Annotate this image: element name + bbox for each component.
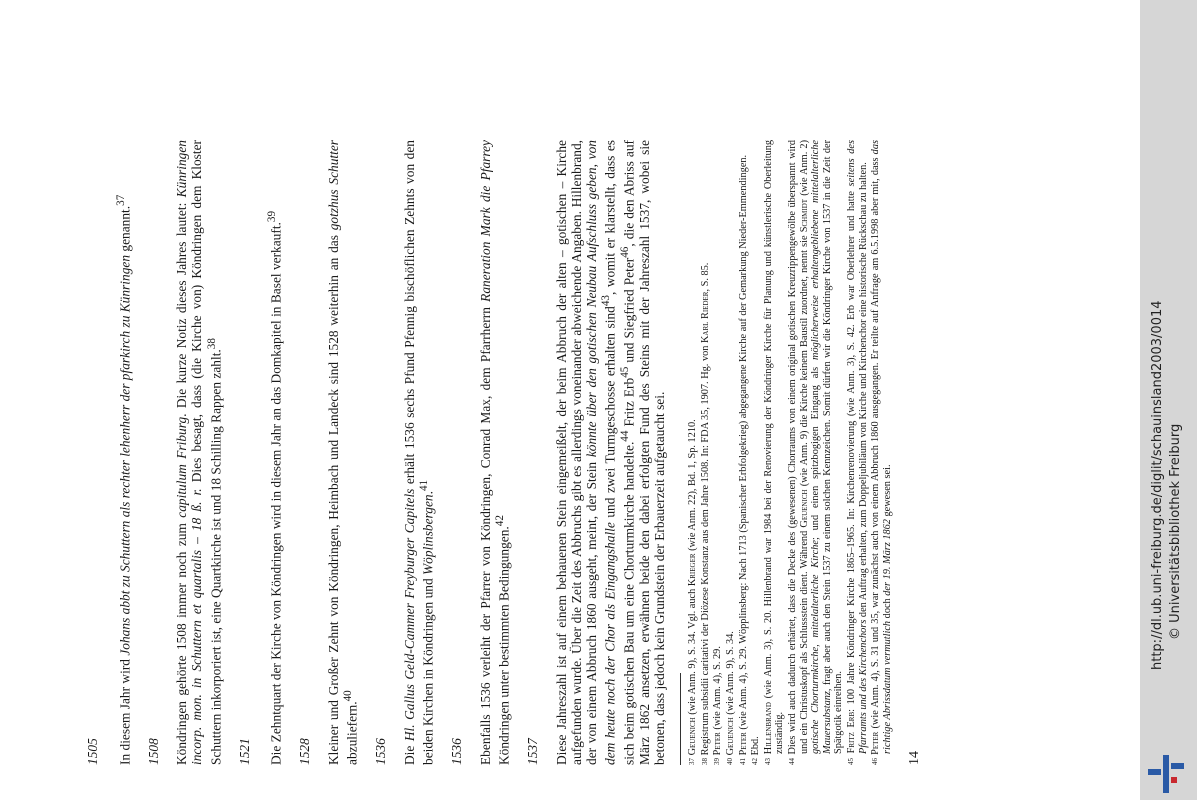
footnote	[712, 140, 724, 765]
footnote-number: 42	[751, 758, 760, 765]
entry-text: Diese Jahreszahl ist auf einem behauenen Stein eingemeißelt, der beim Abbruch der alten – gotischen – Kirche aufgefunden wurde. Über die Zeit des Abbruchs gibt es allerdings voneinander abweichende Angaben. Hillenbrand, der von einem Abbruch 1860 ausgeht, meint, der Stein könnte über den gotischen Neubau Aufschluss geben, von dem heute noch der Chor als Eingangshalle und zwei Turmgeschosse erhalten sind$^{43}$, womit er klarstellt, dass es sich beim gotischen Bau um eine Chorturmkirche handelte.$^{44}$ Fritz Erb$^{45}$ und Siegfried Peter$^{46}$, die den Abriss auf März 1862 ansetzen, erwähnen beide den dabei erfolgten Fund des Steins mit der Jahreszahl 1537, wobei sie betonen, dass jedoch kein Grundstein der Erbauerzeit aufgetaucht sei.	[553, 140, 667, 765]
chronicle-entry	[525, 140, 667, 765]
footnotes	[687, 140, 893, 765]
footnote-number: 41	[738, 758, 747, 765]
footnote-number: 45	[847, 758, 856, 765]
chronicle-entry	[146, 140, 224, 765]
footnote-text: Ebd.	[750, 736, 762, 758]
chronicle-entry	[85, 140, 132, 765]
entry-year: 1521	[236, 738, 252, 765]
footnote-text: Fritz Erb: 100 Jahre Köndringer Kirche 1865–1965. In: Kirchenrenovierung (wie Anm. 3), S. 42. Erb war Oberlehrer und hatte seitens des Pfarramts und des Kirchenchors den Auftrag erhalten, zum Doppeljubiläum von Kirche und Kirchenchor eine historische Rückschau zu halten.	[846, 139, 869, 754]
entry-text: Ebenfalls 1536 verleiht der Pfarrer von Köndringen, Conrad Max, dem Pfarrherrn Raneration Mark die Pfarrey Köndringen unter bestimmten Bedingungen.$^{42}$	[477, 140, 512, 765]
footnote	[763, 140, 786, 765]
footnote	[725, 140, 737, 765]
footnote-number: 46	[871, 758, 880, 765]
entry-year: 1528	[297, 738, 313, 765]
footnote	[750, 140, 762, 765]
sidebar-text	[1140, 0, 1197, 800]
entry-year: 1536	[373, 738, 389, 765]
entry-text: Die Hl. Gallus Geld-Cammer Freyburger Capitels erhält 1536 sechs Pfund Pfennig bischöflichen Zehnts von den beiden Kirchen in Köndringen und Wöplinsbergen.$^{41}$	[401, 140, 436, 765]
footnote-text: Registrum subsidii caritativi der Diözese Konstanz aus dem Jahre 1508. In: FDA 35, 1907. Hg. von Karl Rieder, S. 85.	[699, 262, 711, 758]
entry-text: Kleiner und Großer Zehnt von Köndringen, Heimbach und Landeck sind 1528 weiterhin an das gotzhus Schutter abzuliefern.$^{40}$	[325, 139, 360, 765]
entry-text: In diesem Jahr wird Johans abbt zu Schuttern als rechter lehenherr der pfarkirch zu Künringen genannt.$^{37}$	[114, 194, 133, 765]
entry-text: Köndringen gehörte 1508 immer noch zum capitulum Friburg. Die kurze Notiz dieses Jahres lautet: Künringen incorp. mon. in Schuttern et quartalis – 18 ß. r. Dies besagt, dass (die Kirche von) Köndringen dem Kloster Schuttern inkorporiert ist, eine Quartkirche ist und 18 Schilling Rappen zahlt.$^{38}$	[174, 140, 224, 765]
footnote-text: Peter (wie Anm. 4), S. 29.	[712, 646, 724, 756]
footnote	[700, 140, 712, 765]
footnote-text: Dies wird auch dadurch erhärtet, dass die Decke des (gewesenen) Chorraums von einem original gotischen Kreuzrippengewölbe überspannt wird und ein Christuskopf als Schlussstein dient. Während Geuenich (wie Anm. 9) die Kirche keinem Baustil zuordnet, nennt sie Schmidt (wie Anm. 2) gotische Chorturmkirche, mittelalterliche Kirche; und einen spitzbogigen Eingang als möglicherweise erhaltengebliebene mittelalterliche Mauersubstanz, fragt aber auch den Stein 1537 zu einem solchen Kennzeichen. Somit dürfen wir die Köndringer Kirche von 1537 in die Zeit der Spätgotik einreihen.	[787, 140, 845, 758]
library-logo-icon	[1148, 755, 1186, 793]
text-column	[85, 140, 923, 765]
footnote-number: 44	[788, 758, 797, 765]
footnote	[870, 140, 893, 765]
footnote-text: Geuenich (wie Anm. 9), S. 34. Vgl. auch Krieger (wie Anm. 22), Bd. 1, Sp. 1210.	[687, 419, 699, 756]
chronicle-entry	[237, 140, 284, 765]
footnote-text: Peter (wie Anm. 4), S. 31 und 35, war zunächst auch von einem Abbruch 1860 ausgegangen. Er teilte auf Anfrage am 6.5.1998 aber mit, dass das richtige Abrissdatum vermutlich doch der 19. März 1862 gewesen sei.	[870, 140, 893, 755]
entry-year: 1508	[145, 738, 161, 765]
chronicle-entry	[297, 140, 359, 765]
footnote	[787, 140, 845, 765]
footnote-rule	[680, 673, 681, 765]
page-number: 14	[907, 751, 923, 765]
chronicle-entries	[85, 140, 667, 765]
footnote-number: 39	[713, 758, 722, 765]
footnote-text: Hillenbrand (wie Anm. 3), S. 20. Hillenbrand war 1984 bei der Renovierung der Köndringer Kirche für Planung und künstlerische Oberleitung zuständig.	[762, 140, 786, 755]
entry-year: 1536	[449, 738, 465, 765]
footnote-number: 37	[688, 758, 697, 765]
chronicle-entry	[449, 140, 511, 765]
entry-year: 1505	[85, 738, 100, 765]
library-sidebar	[1140, 0, 1197, 800]
entry-year: 1537	[524, 738, 540, 765]
footnote	[846, 140, 869, 765]
footnote	[687, 140, 699, 765]
footnote-number: 38	[700, 758, 709, 765]
copyright-notice: © Universitätsbibliothek Freiburg	[1168, 423, 1183, 640]
footnote-text: Geuenich (wie Anm. 9), S. 34.	[725, 631, 737, 756]
footnote-text: Peter (wie Anm. 4), S. 29. Wöpplinsberg: Nach 1713 (Spanischer Erbfolgekrieg) abgegangene Kirche auf der Gemarkung Nieder-Emmendingen.	[737, 154, 749, 756]
chronicle-entry	[373, 140, 435, 765]
footnote-number: 43	[763, 758, 772, 765]
footnote	[738, 140, 750, 765]
entry-text: Die Zehntquart der Kirche von Köndringen wird in diesem Jahr an das Domkapitel in Basel verkauft.$^{39}$	[266, 210, 284, 765]
source-url-link[interactable]: http://dl.ub.uni-freiburg.de/diglit/schauinsland2003/0014	[1150, 300, 1165, 670]
footnote-number: 40	[726, 758, 735, 765]
